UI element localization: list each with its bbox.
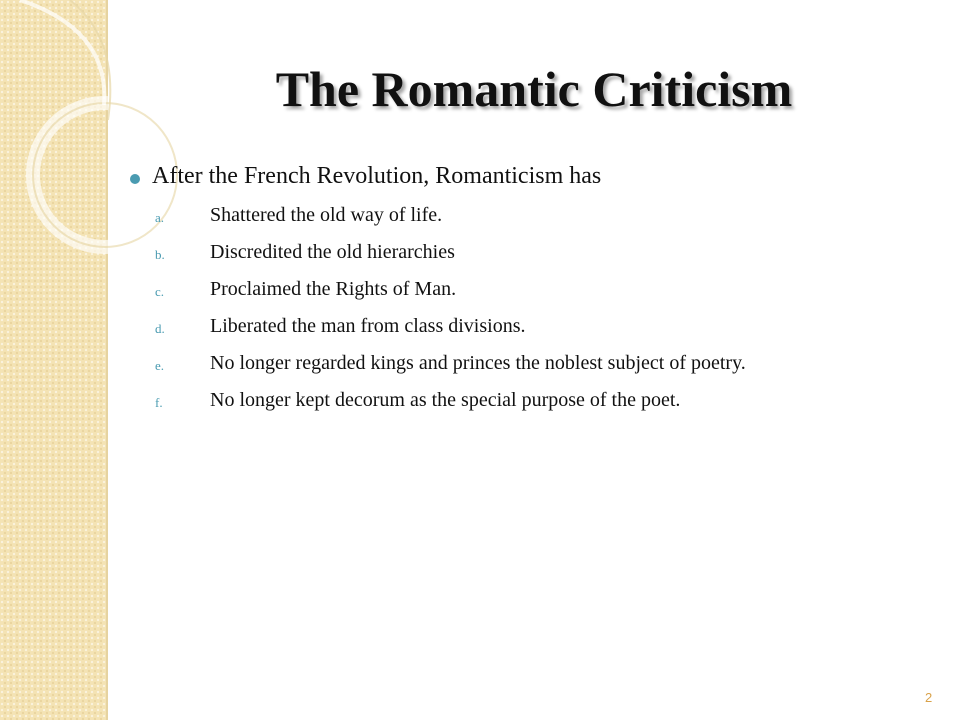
slide-title: The Romantic Criticism [275, 61, 793, 117]
list-marker: c. [155, 284, 165, 299]
list-item-text: Discredited the old hierarchies [210, 241, 455, 263]
list-marker: b. [155, 247, 165, 262]
list-item-text: Liberated the man from class divisions. [210, 315, 526, 337]
list-item-text: No longer regarded kings and princes the noblest subject of poetry. [210, 352, 746, 374]
page-number: 2 [925, 690, 933, 705]
main-bullet-text: After the French Revolution, Romanticism has [152, 163, 602, 189]
bullet-dot-icon [130, 174, 140, 184]
decorative-rings-graphic [0, 0, 200, 260]
list-item-text: Proclaimed the Rights of Man. [210, 278, 457, 300]
list-item-text: No longer kept decorum as the special purpose of the poet. [210, 389, 681, 411]
list-marker: a. [155, 210, 165, 225]
list-marker: e. [155, 358, 165, 373]
list-item-text: Shattered the old way of life. [210, 204, 443, 226]
list-marker: d. [155, 321, 165, 336]
list-marker: f. [155, 395, 163, 410]
